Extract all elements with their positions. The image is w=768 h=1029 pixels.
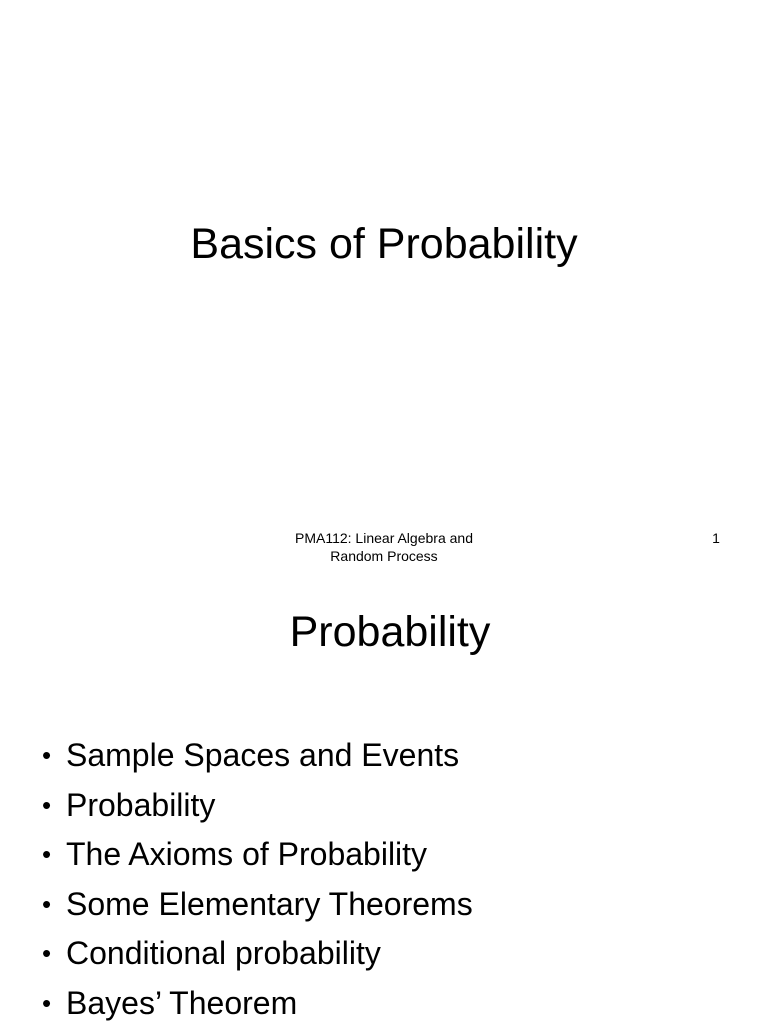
bullet-icon: • xyxy=(42,938,52,969)
bullet-text: Some Elementary Theorems xyxy=(66,885,473,922)
bullet-icon: • xyxy=(42,888,52,919)
bullet-text: Bayes’ Theorem xyxy=(66,984,298,1021)
bullet-icon: • xyxy=(42,839,52,870)
bullet-text: Probability xyxy=(66,786,216,823)
bullet-text: Conditional probability xyxy=(66,935,381,972)
bullet-item xyxy=(42,731,473,781)
bullet-icon: • xyxy=(42,740,52,770)
bullet-icon: • xyxy=(42,987,52,1018)
footer-line-2: Random Process xyxy=(330,548,438,564)
slide-title: Basics of Probability xyxy=(190,220,578,268)
bullet-item xyxy=(42,929,473,979)
bullet-item xyxy=(42,830,473,880)
bullet-text: Sample Spaces and Events xyxy=(66,737,460,773)
slide-2 xyxy=(0,576,768,1024)
bullet-item xyxy=(42,880,473,930)
bullet-item xyxy=(42,781,473,831)
slide-title: Probability xyxy=(289,608,491,656)
page-number: 1 xyxy=(712,530,720,546)
slide-footer xyxy=(264,529,504,565)
footer-line-1: PMA112: Linear Algebra and xyxy=(295,530,473,546)
bullet-icon: • xyxy=(42,789,52,820)
bullet-text: The Axioms of Probability xyxy=(66,836,428,873)
bullet-item xyxy=(42,979,473,1029)
bullet-list xyxy=(42,731,473,1029)
